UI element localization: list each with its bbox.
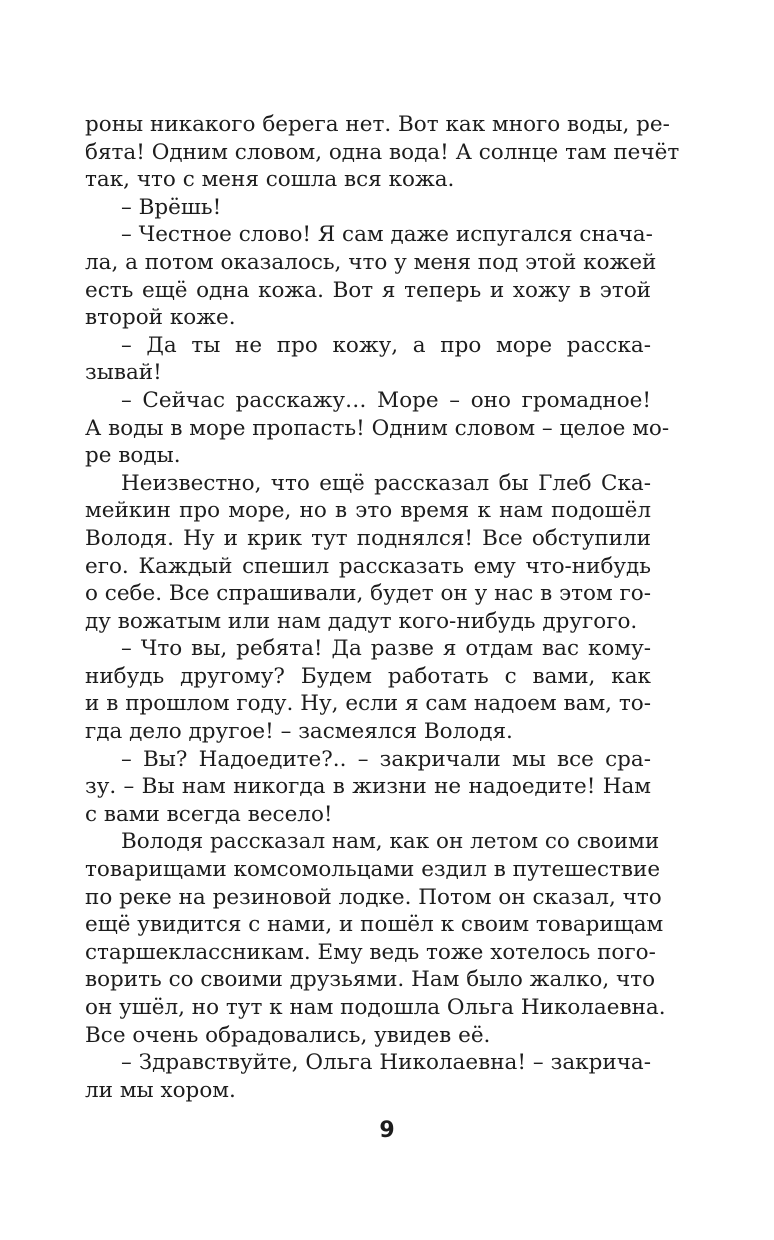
- text-line: так, что с меня сошла вся кожа.: [85, 167, 455, 193]
- text-line: роны никакого берега нет. Вот как много воды, ре-: [85, 112, 670, 137]
- text-line: А воды в море пропасть! Одним словом – целое мо-: [85, 415, 670, 441]
- text-line: ду вожатым или нам дадут кого-нибудь другого.: [85, 608, 638, 634]
- text-line: товарищами комсомольцами ездил в путешествие: [85, 857, 661, 883]
- text-line: – Сейчас расскажу… Море – оно громадное!: [121, 387, 651, 413]
- text-line: – Да ты не про кожу, а про море расска-: [121, 332, 651, 358]
- text-line: по реке на резиновой лодке. Потом он сказал, что: [85, 884, 662, 910]
- text-line: о себе. Все спрашивали, будет он у нас в этом го-: [85, 581, 651, 607]
- text-line: – Здравствуйте, Ольга Николаевна! – закрича-: [121, 1050, 651, 1076]
- text-line: Неизвестно, что ещё рассказал бы Глеб Ска-: [121, 470, 651, 496]
- text-line: зу. – Вы нам никогда в жизни не надоедите! Нам: [85, 774, 651, 800]
- text-line: его. Каждый спешил рассказать ему что-нибудь: [85, 553, 651, 579]
- text-line: зывай!: [85, 360, 162, 386]
- text-line: Володя рассказал нам, как он летом со своими: [121, 829, 660, 855]
- text-line: ещё увидится с нами, и пошёл к своим товарищам: [85, 912, 664, 938]
- text-line: ворить со своими друзьями. Нам было жалко, что: [85, 967, 656, 993]
- text-line: второй коже.: [85, 305, 236, 331]
- body-text: [85, 111, 680, 1104]
- text-line: с вами всегда весело!: [85, 801, 333, 827]
- text-line: ре воды.: [85, 443, 181, 469]
- page-number: 9: [379, 1118, 395, 1143]
- text-line: старшеклассникам. Ему ведь тоже хотелось пого-: [85, 939, 656, 965]
- text-line: Все очень обрадовались, увидев её.: [85, 1022, 491, 1048]
- text-line: ла, а потом оказалось, что у меня под этой кожей: [85, 249, 657, 275]
- text-line: бята! Одним словом, одна вода! А солнце там печёт: [85, 139, 680, 165]
- text-line: гда дело другое! – засмеялся Володя.: [85, 719, 513, 745]
- text-line: – Честное слово! Я сам даже испугался снача-: [121, 222, 653, 248]
- text-line: и в прошлом году. Ну, если я сам надоем вам, то-: [85, 691, 651, 717]
- text-line: он ушёл, но тут к нам подошла Ольга Николаевна.: [85, 995, 666, 1020]
- text-line: Володя. Ну и крик тут поднялся! Все обступили: [85, 525, 651, 551]
- text-line: нибудь другому? Будем работать с вами, как: [85, 663, 651, 689]
- text-line: мейкин про море, но в это время к нам подошёл: [85, 498, 651, 524]
- text-line: – Что вы, ребята! Да разве я отдам вас кому-: [121, 636, 651, 662]
- text-line: – Врёшь!: [121, 194, 222, 220]
- text-line: – Вы? Надоедите?.. – закричали мы все сра-: [121, 746, 651, 772]
- text-line: ли мы хором.: [85, 1077, 236, 1103]
- text-line: есть ещё одна кожа. Вот я теперь и хожу в этой: [85, 277, 651, 303]
